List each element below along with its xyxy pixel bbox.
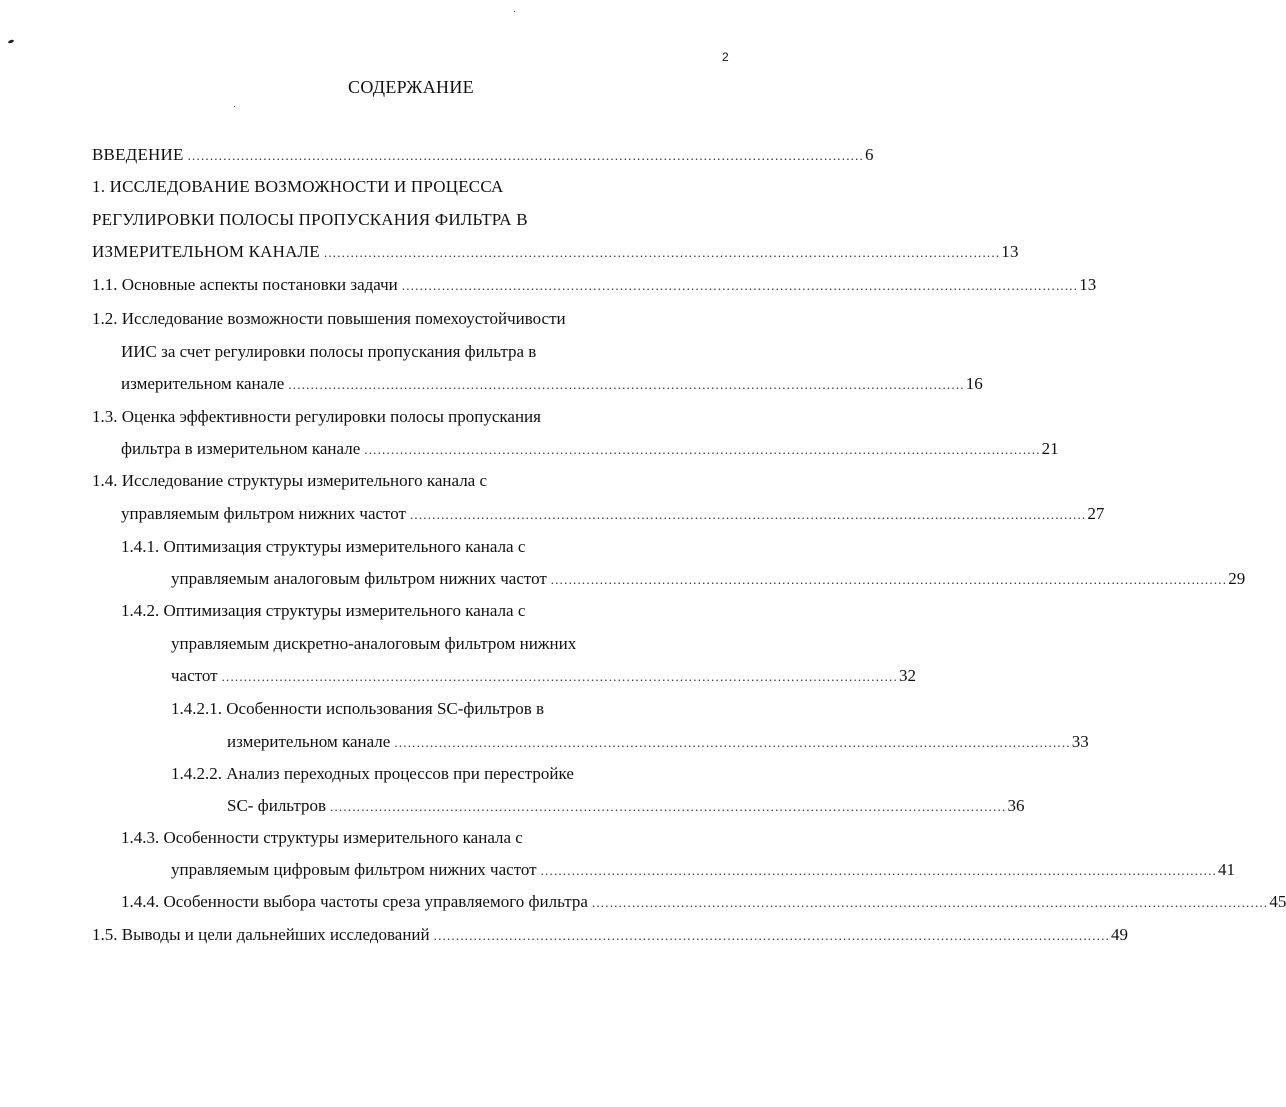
toc-entry-title: частот: [171, 666, 218, 685]
toc-entry-title: управляемым аналоговым фильтром нижних частот: [171, 569, 547, 588]
toc-entry-title: измерительном канале: [121, 374, 285, 393]
toc-entry[interactable]: [227, 730, 1089, 754]
toc-entry-page: 33: [1071, 732, 1089, 751]
toc-entry[interactable]: [121, 437, 1059, 461]
toc-entry[interactable]: [171, 567, 1246, 591]
toc-entry-title: управляемым дискретно-аналоговым фильтром нижних: [171, 634, 577, 653]
toc-entry-page: 41: [1218, 860, 1236, 879]
page-title: СОДЕРЖАНИЕ: [348, 77, 474, 97]
toc-entry-title: ИИС за счет регулировки полосы пропускания фильтра в: [121, 342, 537, 361]
toc-entry-title: 1.5. Выводы и цели дальнейших исследований: [92, 925, 430, 944]
dot-leader: ........................................................................................................................................................: [540, 863, 1218, 878]
scan-speck: [514, 11, 515, 12]
toc-entry[interactable]: [92, 240, 1019, 264]
toc-entry-title: SC- фильтров: [227, 796, 327, 815]
toc-entry-title: ИЗМЕРИТЕЛЬНОМ КАНАЛЕ: [92, 242, 320, 261]
scan-speck: [8, 39, 15, 44]
toc-entry-page: 6: [865, 145, 874, 164]
toc-entry[interactable]: [171, 858, 1236, 882]
dot-leader: ........................................................................................................................................................: [364, 442, 1041, 457]
toc-entry-page: 16: [965, 374, 983, 393]
dot-leader: ........................................................................................................................................................: [288, 377, 965, 392]
dot-leader: ........................................................................................................................................................: [394, 735, 1071, 750]
toc-entry[interactable]: [92, 273, 1097, 297]
toc-entry-title: фильтра в измерительном канале: [121, 439, 361, 458]
dot-leader: ........................................................................................................................................................: [187, 148, 864, 163]
toc-entry-page: 13: [1001, 242, 1019, 261]
dot-leader: ........................................................................................................................................................: [433, 928, 1111, 943]
toc-entry-title: 1.4. Исследование структуры измерительного канала с: [92, 471, 488, 490]
toc-entry[interactable]: [121, 890, 1286, 914]
scan-speck: [234, 106, 235, 107]
toc-entry-page: 27: [1087, 504, 1105, 523]
dot-leader: ........................................................................................................................................................: [591, 895, 1269, 910]
toc-entry[interactable]: [92, 143, 874, 167]
toc-entry-title: 1.4.2. Оптимизация структуры измерительного канала с: [121, 601, 526, 620]
toc-entry-page: 29: [1228, 569, 1246, 588]
toc-entry-page: 49: [1111, 925, 1129, 944]
toc-entry-page: 45: [1269, 892, 1286, 911]
toc-entry-page: 32: [898, 666, 916, 685]
toc-entry-title: ВВЕДЕНИЕ: [92, 145, 184, 164]
dot-leader: ........................................................................................................................................................: [323, 245, 1001, 260]
dot-leader: ........................................................................................................................................................: [401, 278, 1079, 293]
toc-entry-title: 1.4.2.2. Анализ переходных процессов при перестройке: [171, 764, 574, 783]
dot-leader: ........................................................................................................................................................: [221, 669, 898, 684]
toc-entry-page: 13: [1079, 275, 1097, 294]
page-number: 2: [722, 50, 729, 64]
toc-entry-title: 1.4.4. Особенности выбора частоты среза управляемого фильтра: [121, 892, 588, 911]
toc-entry-title: 1. ИССЛЕДОВАНИЕ ВОЗМОЖНОСТИ И ПРОЦЕССА: [92, 177, 504, 196]
dot-leader: ........................................................................................................................................................: [409, 507, 1087, 522]
toc-entry[interactable]: [227, 794, 1025, 818]
toc-entry-page: 21: [1041, 439, 1059, 458]
toc-entry-title: 1.4.2.1. Особенности использования SC-фильтров в: [171, 699, 545, 718]
toc-entry[interactable]: [121, 372, 983, 396]
toc-entry-title: 1.2. Исследование возможности повышения помехоустойчивости: [92, 309, 566, 328]
toc-entry-title: РЕГУЛИРОВКИ ПОЛОСЫ ПРОПУСКАНИЯ ФИЛЬТРА В: [92, 210, 528, 229]
toc-entry-title: измерительном канале: [227, 732, 391, 751]
toc-entry-title: управляемым фильтром нижних частот: [121, 504, 406, 523]
dot-leader: ........................................................................................................................................................: [550, 572, 1228, 587]
toc-entry-page: 36: [1007, 796, 1025, 815]
toc-entry-title: 1.3. Оценка эффективности регулировки полосы пропускания: [92, 407, 541, 426]
toc-entry-title: 1.4.3. Особенности структуры измерительного канала с: [121, 828, 523, 847]
toc-entry-title: управляемым цифровым фильтром нижних частот: [171, 860, 537, 879]
dot-leader: ........................................................................................................................................................: [330, 799, 1007, 814]
toc-entry[interactable]: [92, 923, 1129, 947]
toc-entry-title: 1.4.1. Оптимизация структуры измерительного канала с: [121, 537, 526, 556]
toc-entry-title: 1.1. Основные аспекты постановки задачи: [92, 275, 398, 294]
toc-entry[interactable]: [171, 664, 916, 688]
toc-entry[interactable]: [121, 502, 1105, 526]
